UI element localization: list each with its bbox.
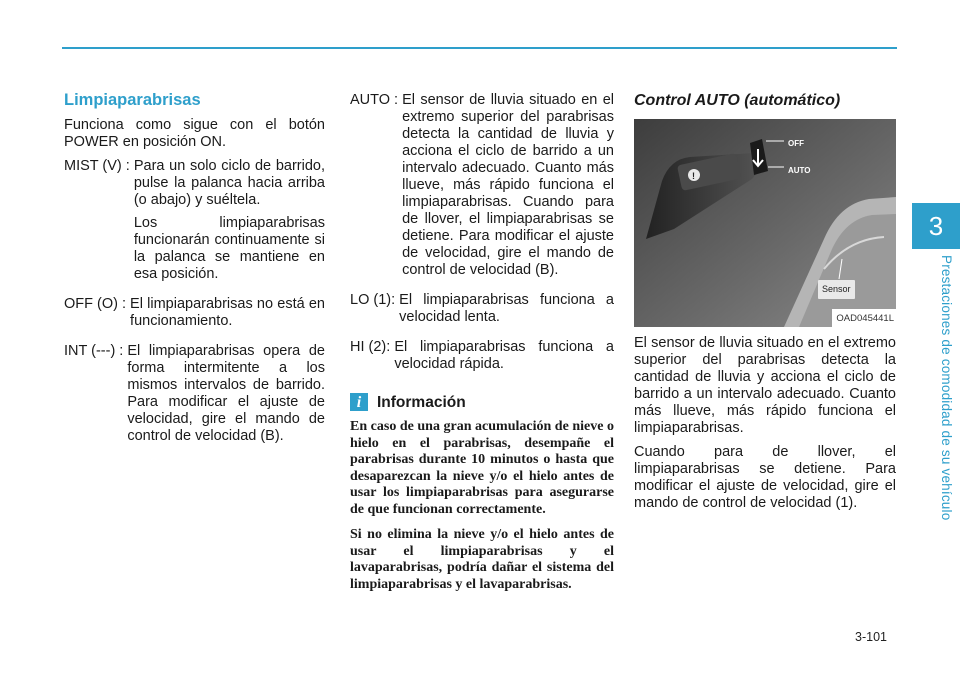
body-paragraph: Cuando para de llover, el limpiaparabrisas se detiene. Para modificar el ajuste de velocidad, gire el mando de control de velocidad (1).	[634, 444, 896, 511]
body-paragraph: El sensor de lluvia situado en el extremo superior del parabrisas detecta la cantidad de lluvia y acciona el ciclo de barrido a un intervalo adecuado. Cuanto más llueve, más rápido funciona el limpiaparabrisas.	[634, 335, 896, 436]
section-title: Limpiaparabrisas	[64, 91, 201, 109]
intro-text: Funciona como sigue con el botón POWER en posición ON.	[64, 117, 325, 150]
svg-text:!: !	[692, 171, 695, 181]
chapter-title: Prestaciones de comodidad de su vehículo	[939, 255, 954, 521]
info-title: Información	[377, 393, 466, 411]
chapter-tab	[912, 203, 960, 249]
label-auto: AUTO	[788, 166, 811, 175]
label-sensor: Sensor	[818, 280, 855, 299]
info-paragraph: Si no elimina la nieve y/o el hielo antes de usar el limpiaparabrisas y el lavaparabrisas, podría dañar el sistema del limpiaparabrisas y el lavaparabrisas.	[350, 527, 614, 592]
mode-term: INT (---) :	[64, 343, 128, 359]
info-icon: i	[350, 393, 368, 411]
middle-column	[350, 92, 614, 602]
mode-desc: Los limpiaparabrisas funcionarán continuamente si la palanca se mantiene en esa posición.	[133, 215, 325, 282]
label-off: OFF	[788, 139, 804, 148]
mode-lo	[350, 292, 614, 332]
info-body	[350, 419, 614, 593]
mode-int	[64, 343, 325, 451]
mode-mist	[64, 158, 325, 289]
mode-auto	[350, 92, 614, 285]
mode-term: HI (2):	[350, 339, 395, 355]
control-title: Control AUTO (automático)	[634, 92, 841, 109]
mode-term: MIST (V) :	[64, 158, 134, 174]
page-number: 3-101	[855, 630, 887, 644]
header-rule	[62, 47, 897, 49]
left-column	[64, 92, 325, 458]
mode-desc: El limpiaparabrisas funciona a velocidad lenta.	[399, 292, 614, 325]
mode-term: AUTO :	[350, 92, 403, 108]
figure-code: OAD045441L	[832, 309, 896, 327]
mode-desc: Para un solo ciclo de barrido, pulse la palanca hacia arriba (o abajo) y suéltela.	[133, 158, 325, 208]
mode-desc: El limpiaparabrisas no está en funcionamiento.	[130, 296, 325, 329]
wiper-figure	[634, 119, 896, 327]
mode-off	[64, 296, 325, 336]
mode-term: OFF (O) :	[64, 296, 131, 312]
mode-hi	[350, 339, 614, 379]
mode-desc: El sensor de lluvia situado en el extremo superior del parabrisas detecta la cantidad de lluvia y acciona el ciclo de barrido a un intervalo adecuado. Cuanto más llueve, más rápido funciona el limpiaparabrisas. Cuando para de llover, el limpiaparabrisas se detiene. Para modificar el ajuste de velocidad, gire el mando de control de velocidad (B).	[402, 92, 614, 278]
info-paragraph: En caso de una gran acumulación de nieve o hielo en el parabrisas, desempañe el parabrisas durante 10 minutos o hasta que desaparezcan la nieve y/o el hielo antes de usar los limpiaparabrisas para asegurarse de que funcionan correctamente.	[350, 419, 614, 517]
chapter-number: 3	[928, 210, 944, 241]
mode-desc: El limpiaparabrisas opera de forma intermitente a los mismos intervalos de barrido. Para modificar el ajuste de velocidad, gire el mando de control de velocidad (B).	[127, 343, 325, 444]
mode-desc: El limpiaparabrisas funciona a velocidad rápida.	[394, 339, 614, 372]
wiper-illustration	[634, 119, 896, 327]
right-column	[634, 92, 896, 519]
info-header	[350, 393, 614, 411]
mode-term: LO (1):	[350, 292, 400, 308]
